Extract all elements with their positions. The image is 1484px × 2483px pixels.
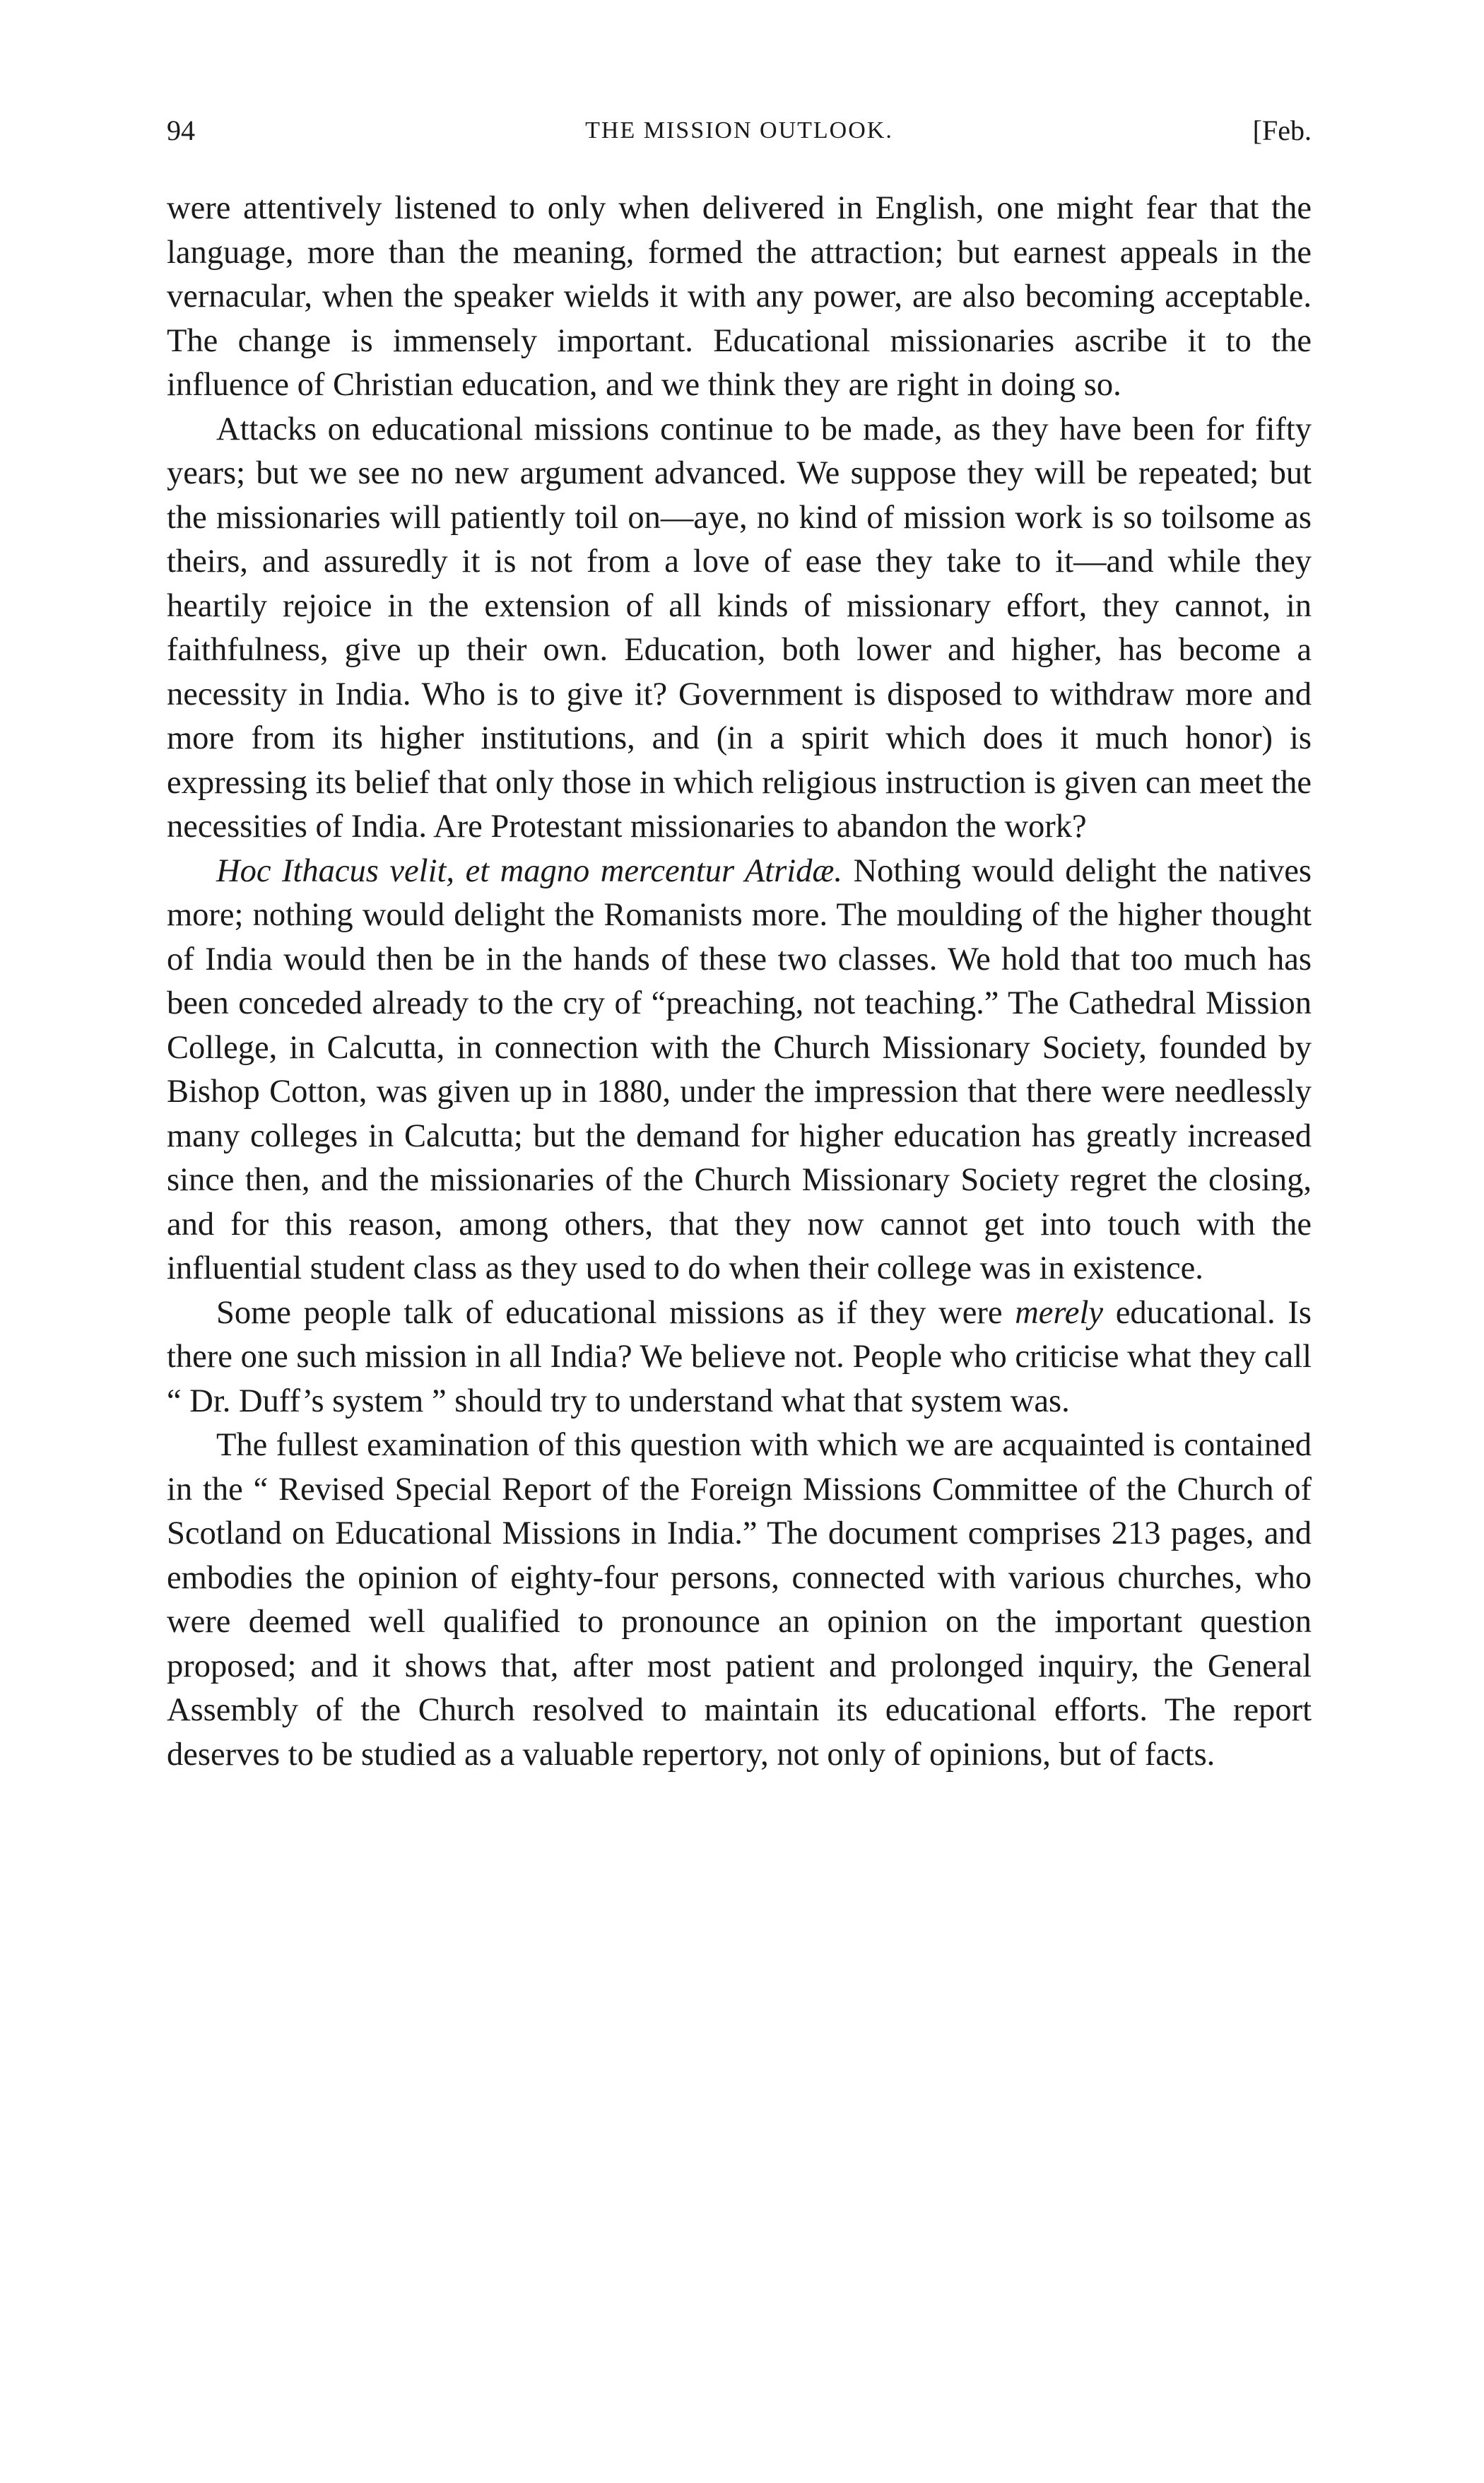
paragraph-4-text-start: Some people talk of educational missions as if they were [216,1294,1015,1331]
article-body [167,187,1312,1777]
paragraph-3 [167,850,1312,1291]
emphasis-merely: merely [1015,1294,1104,1331]
latin-quotation: Hoc Ithacus velit, et magno mercentur Atridæ. [216,852,843,889]
paragraph-2: Attacks on educational missions continue to be made, as they have been for fifty years; but we see no new argument advanced. We suppose they will be repeated; but the missionaries will patiently toil on—aye, no kind of mission work is so toilsome as theirs, and assuredly it is not from a love of ease they take to it—and while they heartily rejoice in the extension of all kinds of missionary effort, they cannot, in faithfulness, give up their own. Education, both lower and higher, has become a necessity in India. Who is to give it? Government is disposed to withdraw more and more from its higher institutions, and (in a spirit which does it much honor) is expressing its belief that only those in which religious instruction is given can meet the necessities of India. Are Protestant missionaries to abandon the work? [167,411,1312,845]
paragraph-3-text: Nothing would delight the natives more; nothing would delight the Romanists more. The moulding of the higher thought of India would then be in the hands of these two classes. We hold that too much has been conceded already to the cry of “preaching, not teaching.” The Cathedral Mission College, in Calcutta, in connection with the Church Missionary Society, founded by Bishop Cotton, was given up in 1880, under the impression that there were needlessly many colleges in Calcutta; but the demand for higher education has greatly increased since then, and the missionaries of the Church Missionary Society regret the closing, and for this reason, among others, that they now cannot get into touch with the influential student class as they used to do when their college was in existence. [167,852,1312,1286]
running-head [167,106,1312,155]
page-number: 94 [167,115,195,146]
issue-month: [Feb. [1252,115,1312,146]
book-page [167,106,1312,1777]
paragraph-5: The fullest examination of this question with which we are acquainted is contained in the “ Revised Special Report of the Foreign Missions Committee of the Church of Scotland on Educational Missions in India.” The document comprises 213 pages, and embodies the opinion of eighty-four persons, connected with various churches, who were deemed well qualified to pronounce an opinion on the important question proposed; and it shows that, after most patient and prolonged inquiry, the General Assembly of the Church resolved to maintain its educational efforts. The report deserves to be studied as a valuable repertory, not only of opinions, but of facts. [167,1427,1312,1773]
paragraph-4-text-end: educational. Is there one such mission in all India? We believe not. People who criticise what they call “ Dr. Duff’s system ” should try to understand what that system was. [167,1294,1312,1419]
paragraph-4 [167,1291,1312,1424]
journal-title: THE MISSION OUTLOOK. [585,117,893,143]
paragraph-1: were attentively listened to only when delivered in English, one might fear that the language, more than the meaning, formed the attraction; but earnest appeals in the vernacular, when the speaker wields it with any power, are also becoming acceptable. The change is immensely important. Educational missionaries ascribe it to the influence of Christian education, and we think they are right in doing so. [167,190,1312,403]
